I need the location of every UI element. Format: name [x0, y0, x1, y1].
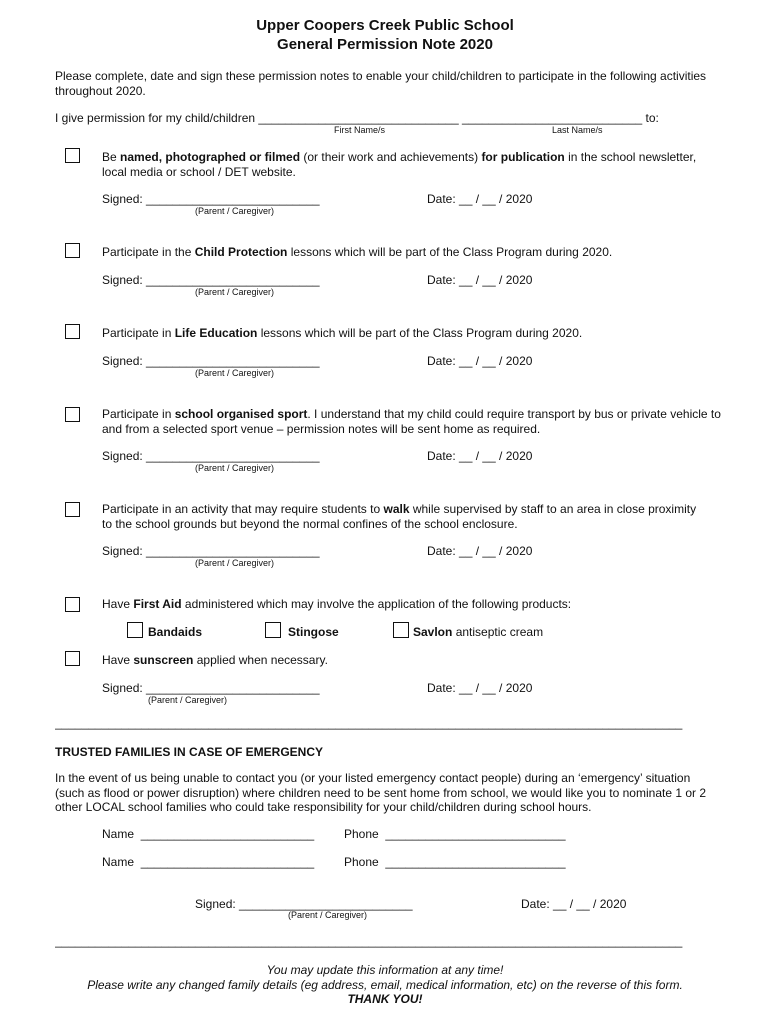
date-field-emergency[interactable]: Date: __ / __ / 2020 — [521, 897, 627, 911]
permission-prefix: I give permission for my child/children — [55, 111, 256, 125]
item-life-education: Participate in Life Education lessons which will be part of the Class Program during 2020. — [102, 326, 583, 340]
form-title: General Permission Note 2020 — [277, 36, 493, 53]
life-education-checkbox[interactable] — [65, 324, 80, 339]
school-name: Upper Coopers Creek Public School — [256, 17, 514, 34]
item-first-aid: Have First Aid administered which may involve the application of the following products: — [102, 597, 572, 611]
permission-line — [55, 111, 745, 126]
item-publication: Be named, photographed or filmed (or their work and achievements) for publication in the school newsletter, local media or school / DET website. — [102, 150, 697, 179]
item-child-protection: Participate in the Child Protection lessons which will be part of the Class Program during 2020. — [102, 245, 613, 259]
permission-suffix: to: — [645, 111, 659, 125]
publication-checkbox[interactable] — [65, 148, 80, 163]
signed-line-sport: Signed: __________________________ — [102, 449, 320, 463]
child-protection-checkbox[interactable] — [65, 243, 80, 258]
signed-line-emergency: Signed: __________________________ — [195, 897, 413, 911]
date-field-first-aid[interactable]: Date: __ / __ / 2020 — [427, 681, 533, 695]
trusted-family-row-1: Name __________________________ — [102, 827, 315, 841]
trusted-phone-row-2: Phone ___________________________ — [344, 855, 566, 869]
last-name-label: Last Name/s — [552, 125, 603, 135]
bandaids-checkbox[interactable] — [127, 622, 143, 638]
first-name-label: First Name/s — [334, 125, 386, 135]
trusted-family-row-2: Name __________________________ — [102, 855, 315, 869]
date-field-life-education[interactable]: Date: __ / __ / 2020 — [427, 354, 533, 368]
signature-field[interactable]: __________________________ — [146, 449, 320, 463]
date-field-publication[interactable]: Date: __ / __ / 2020 — [427, 192, 533, 206]
caregiver-label: (Parent / Caregiver) — [195, 558, 275, 568]
product-stingose: Stingose — [288, 625, 339, 639]
signed-line-walk: Signed: __________________________ — [102, 544, 320, 558]
signature-field[interactable]: __________________________ — [146, 273, 320, 287]
emergency-heading: TRUSTED FAMILIES IN CASE OF EMERGENCY — [55, 745, 324, 759]
date-field-walk[interactable]: Date: __ / __ / 2020 — [427, 544, 533, 558]
walk-checkbox[interactable] — [65, 502, 80, 517]
product-bandaids: Bandaids — [148, 625, 203, 639]
emergency-body: In the event of us being unable to contact you (or your listed emergency contact people) during an ‘emergency’ situation (such as flood or power disruption) where children need to be sent home from school, we would like you to nominate 1 or 2 other LOCAL school families who could take responsibility for your child/children during school hours. — [55, 771, 707, 814]
item-sport: Participate in school organised sport. I understand that my child could require transport by bus or private vehicle to and from a selected sport venue – permission notes will be sent home as required. — [102, 407, 721, 436]
signed-line-first-aid: Signed: __________________________ — [102, 681, 320, 695]
signature-field[interactable]: __________________________ — [146, 544, 320, 558]
caregiver-label: (Parent / Caregiver) — [195, 368, 275, 378]
footer-line-2: Please write any changed family details (eg address, email, medical information, etc) on the reverse of this form. — [87, 978, 683, 992]
first-aid-checkbox[interactable] — [65, 597, 80, 612]
caregiver-label: (Parent / Caregiver) — [148, 695, 228, 705]
caregiver-label: (Parent / Caregiver) — [288, 910, 368, 920]
date-field-sport[interactable]: Date: __ / __ / 2020 — [427, 449, 533, 463]
signed-line-child-protection: Signed: __________________________ — [102, 273, 320, 287]
signed-line-publication: Signed: __________________________ — [102, 192, 320, 206]
name-field-2[interactable]: __________________________ — [140, 855, 315, 869]
divider-bottom: ______________________________________________________________________________________________ — [55, 934, 683, 948]
item-sunscreen: Have sunscreen applied when necessary. — [102, 653, 328, 667]
signature-field[interactable]: __________________________ — [146, 192, 320, 206]
footer-line-1: You may update this information at any time! — [266, 963, 504, 977]
savlon-checkbox[interactable] — [393, 622, 409, 638]
signature-field[interactable]: __________________________ — [146, 354, 320, 368]
date-field-child-protection[interactable]: Date: __ / __ / 2020 — [427, 273, 533, 287]
signed-line-life-education: Signed: __________________________ — [102, 354, 320, 368]
signature-field[interactable]: __________________________ — [146, 681, 320, 695]
caregiver-label: (Parent / Caregiver) — [195, 463, 275, 473]
caregiver-label: (Parent / Caregiver) — [195, 206, 275, 216]
divider-top: ______________________________________________________________________________________________ — [55, 716, 683, 730]
phone-field-2[interactable]: ___________________________ — [385, 855, 566, 869]
name-field-1[interactable]: __________________________ — [140, 827, 315, 841]
sunscreen-checkbox[interactable] — [65, 651, 80, 666]
item-walk: Participate in an activity that may require students to walk while supervised by staff to an area in close proximity to the school grounds but beyond the normal confines of the school enclosure. — [102, 502, 697, 531]
product-savlon: Savlon antiseptic cream — [413, 625, 544, 639]
footer-thank-you: THANK YOU! — [347, 992, 423, 1006]
stingose-checkbox[interactable] — [265, 622, 281, 638]
phone-field-1[interactable]: ___________________________ — [385, 827, 566, 841]
intro-text: Please complete, date and sign these permission notes to enable your child/children to participate in the following activities throughout 2020. — [55, 69, 707, 98]
sport-checkbox[interactable] — [65, 407, 80, 422]
trusted-phone-row-1: Phone ___________________________ — [344, 827, 566, 841]
caregiver-label: (Parent / Caregiver) — [195, 287, 275, 297]
first-name-field[interactable]: ______________________________ — [258, 111, 459, 125]
last-name-field[interactable]: ___________________________ — [461, 111, 643, 125]
signature-field[interactable]: __________________________ — [239, 897, 413, 911]
